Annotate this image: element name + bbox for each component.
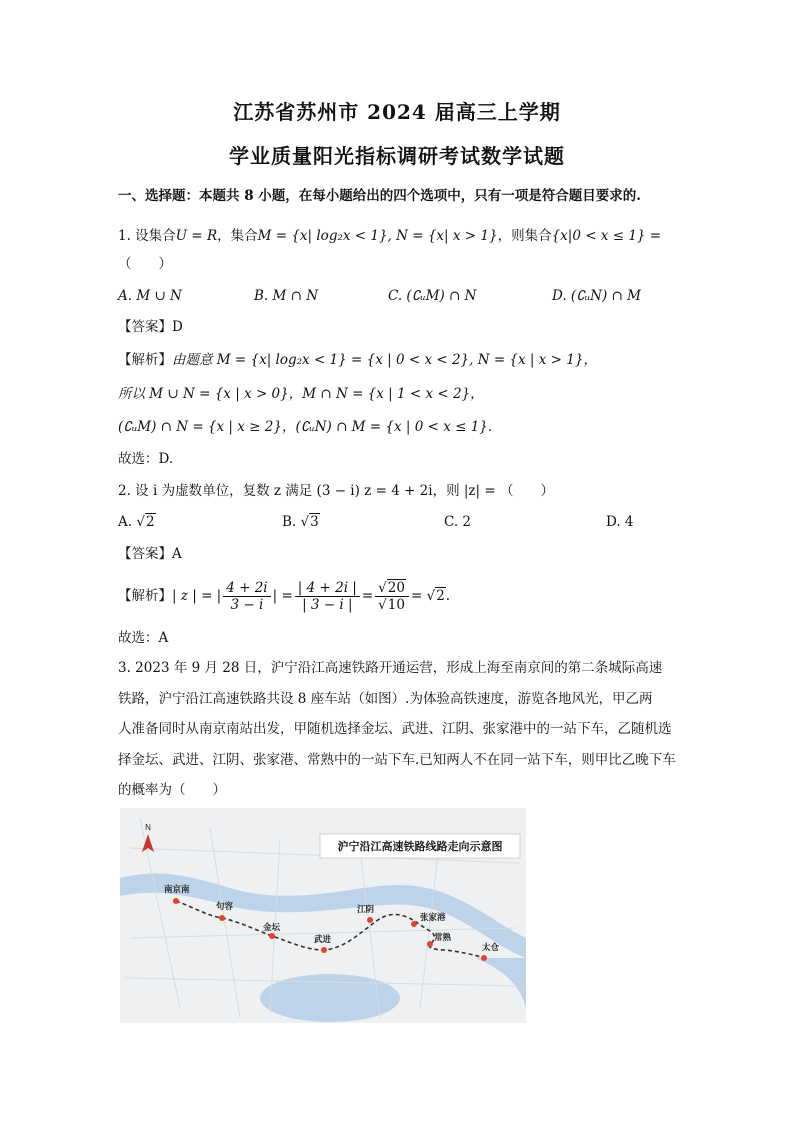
station-marker-jurong (219, 915, 225, 921)
q2-a-eq2: = (410, 588, 423, 604)
q2-option-b-label: B. (282, 514, 297, 530)
station-marker-jintan (269, 933, 275, 939)
station-label-jintan: 金坛 (263, 923, 281, 933)
q1-option-b: B. M ∩ N (254, 288, 319, 304)
q3-line-4: 择金坛、武进、江阴、张家港、常熟中的一站下车.已知两人不在同一站下车，则甲比乙晚下车 (118, 752, 676, 768)
q2-option-a-sqrt: √2 (136, 514, 155, 530)
q1-stem (118, 226, 661, 246)
q2-a-result: √2 (426, 588, 445, 604)
q2-frac-1-den: 3 − i (230, 597, 264, 613)
section-heading: 一、选择题：本题共 8 小题，在每小题给出的四个选项中，只有一项是符合题目要求的. (118, 188, 641, 204)
title-line-2: 学业质量阳光指标调研考试数学试题 (229, 144, 565, 168)
q1-math-mn: M = {x| log₂x < 1}, N = {x| x > 1} (257, 228, 498, 244)
station-label-taicang: 太仓 (482, 943, 500, 953)
q2-frac-2-den: | 3 − i | (302, 597, 353, 613)
station-label-nanjingnan: 南京南 (164, 885, 190, 895)
q1-option-d: D. (∁ᵤN) ∩ M (552, 288, 641, 304)
station-marker-taicang (481, 955, 487, 961)
station-label-changshu: 常熟 (434, 933, 452, 943)
q2-a-result-rad: 2 (436, 588, 445, 604)
q2-a-eq: = (361, 588, 374, 604)
q2-frac-3-den: √10 (378, 597, 405, 613)
station-marker-changshu (427, 941, 433, 947)
q2-option-c: C. 2 (444, 514, 472, 530)
q1-paren: （ ） (118, 256, 172, 272)
north-label: N (145, 823, 151, 832)
q2-frac-3-den-rad: 10 (387, 597, 405, 613)
station-label-zhangjiagang: 张家港 (420, 913, 446, 923)
station-label-wujin: 武进 (314, 935, 332, 945)
q2-option-b (282, 514, 320, 530)
map-title: 沪宁沿江高速铁路线路走向示意图 (337, 840, 503, 853)
q2-analysis-label: 【解析】 (118, 588, 172, 604)
route-map (120, 808, 526, 1023)
q1-analysis-label: 【解析】 (118, 352, 172, 368)
q1-analysis-1 (118, 350, 597, 370)
q2-analysis (118, 578, 450, 614)
q1-analysis-1-math: 由题意 M = {x| log₂x < 1} = {x | 0 < x < 2}, N = {x | x > 1}， (172, 352, 597, 368)
q2-frac-2-num: | 4 + 2i | (295, 580, 360, 597)
q1-text-b: ，集合 (217, 228, 258, 244)
q2-a-end: . (445, 588, 451, 604)
q3-line-2: 铁路，沪宁沿江高速铁路共设 8 座车站（如图）.为体验高铁速度，游览各地风光，甲乙两 (118, 691, 653, 707)
q1-option-a: A. M ∪ N (118, 288, 182, 304)
station-marker-wujin (321, 947, 327, 953)
q1-math-u: U = R (175, 228, 218, 244)
q2-frac-2 (295, 580, 360, 613)
q1-text-a: 1. 设集合 (118, 228, 176, 244)
q2-option-b-sqrt: √3 (300, 514, 319, 530)
q2-a-mid: | = (272, 588, 293, 604)
q2-answer: 【答案】A (118, 546, 182, 562)
station-label-jiangyin: 江阴 (357, 905, 375, 915)
q2-option-a (118, 514, 156, 530)
station-marker-nanjingnan (173, 898, 179, 904)
station-label-jurong: 句容 (216, 902, 234, 912)
q1-math-set: {x|0 < x ≤ 1} = (551, 228, 662, 244)
title-line-1: 江苏省苏州市 2024 届高三上学期 (233, 100, 561, 124)
q2-a-lhs: | z | = | (172, 588, 222, 604)
q1-option-c: C. (∁ᵤM) ∩ N (388, 288, 477, 304)
q2-frac-3-num: √20 (375, 580, 409, 597)
q2-option-b-radicand: 3 (310, 514, 319, 530)
q3-line-3: 人准备同时从南京南站出发，甲随机选择金坛、武进、江阴、张家港中的一站下车，乙随机选 (118, 721, 672, 737)
q2-frac-1 (223, 580, 270, 613)
q1-answer: 【答案】D (118, 319, 183, 335)
station-marker-jiangyin (367, 917, 373, 923)
q2-frac-3 (375, 580, 409, 613)
q3-line-5: 的概率为（ ） (118, 782, 226, 798)
q2-frac-3-num-rad: 20 (387, 580, 405, 596)
station-marker-zhangjiagang (411, 921, 417, 927)
q2-conclusion: 故选：A (118, 630, 169, 646)
q1-text-c: ，则集合 (497, 228, 552, 244)
q1-conclusion: 故选：D. (118, 451, 174, 467)
q2-option-a-label: A. (118, 514, 133, 530)
q2-stem: 2. 设 i 为虚数单位，复数 z 满足 (3 − i) z = 4 + 2i，则 |z| = （ ） (118, 483, 554, 499)
q2-option-a-radicand: 2 (145, 514, 155, 530)
q3-line-1: 3. 2023 年 9 月 28 日，沪宁沿江高速铁路开通运营，形成上海至南京间的第二条城际高速 (118, 660, 663, 676)
q2-option-d: D. 4 (606, 514, 634, 530)
q1-analysis-3: (∁ᵤM) ∩ N = {x | x ≥ 2}，(∁ᵤN) ∩ M = {x | 0 < x ≤ 1}. (118, 419, 493, 435)
q1-analysis-2: 所以 M ∪ N = {x | x > 0}，M ∩ N = {x | 1 < x < 2}， (118, 386, 484, 402)
q2-frac-1-num: 4 + 2i (223, 580, 270, 597)
